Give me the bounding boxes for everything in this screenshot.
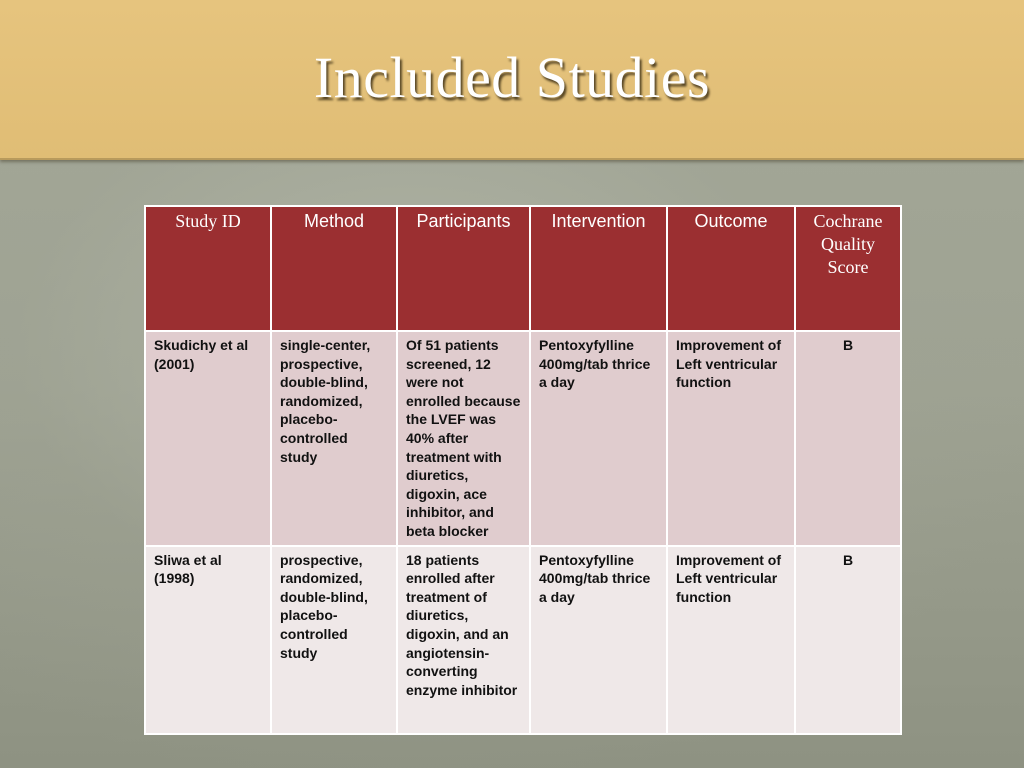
cell-study-id: Sliwa et al (1998) (145, 546, 271, 734)
cell-study-id: Skudichy et al (2001) (145, 331, 271, 546)
header-quality-score: Cochrane Quality Score (795, 206, 901, 331)
cell-score: B (795, 331, 901, 546)
studies-table (144, 205, 902, 735)
cell-participants: Of 51 patients screened, 12 were not enrolled because the LVEF was 40% after treatment with diuretics, digoxin, ace inhibitor, and beta blocker (397, 331, 530, 546)
table-row (145, 546, 901, 734)
slide-title: Included Studies (313, 45, 711, 110)
cell-outcome: Improvement of Left ventricular function (667, 546, 795, 734)
cell-method: prospective, randomized, double-blind, placebo-controlled study (271, 546, 397, 734)
header-study-id: Study ID (145, 206, 271, 331)
header-outcome: Outcome (667, 206, 795, 331)
cell-intervention: Pentoxyfylline 400mg/tab thrice a day (530, 331, 667, 546)
header-intervention: Intervention (530, 206, 667, 331)
cell-method: single-center, prospective, double-blind, randomized, placebo-controlled study (271, 331, 397, 546)
cell-intervention: Pentoxyfylline 400mg/tab thrice a day (530, 546, 667, 734)
table-header-row (145, 206, 901, 331)
header-method: Method (271, 206, 397, 331)
cell-score: B (795, 546, 901, 734)
header-participants: Participants (397, 206, 530, 331)
table-row (145, 331, 901, 546)
cell-outcome: Improvement of Left ventricular function (667, 331, 795, 546)
cell-participants: 18 patients enrolled after treatment of diuretics, digoxin, and an angiotensin-converting enzyme inhibitor (397, 546, 530, 734)
